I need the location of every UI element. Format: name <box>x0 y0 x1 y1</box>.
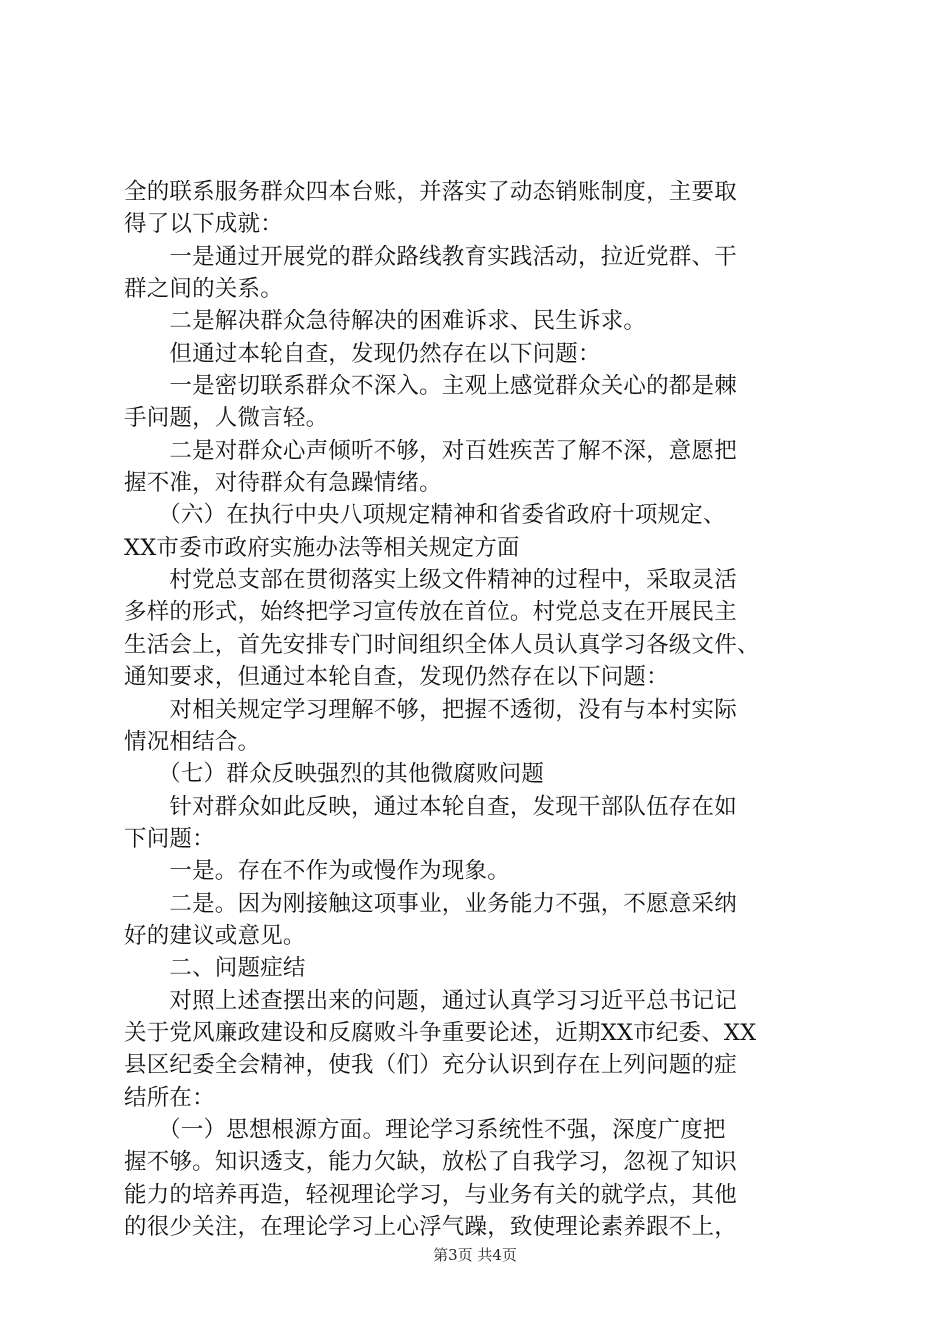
text-line: 的很少关注，在理论学习上心浮气躁，致使理论素养跟不上， <box>124 1214 737 1240</box>
text-line: 一是密切联系群众不深入。主观上感觉群众关心的都是棘 <box>124 373 737 400</box>
text-line: 通知要求，但通过本轮自查，发现仍然存在以下问题： <box>124 664 669 691</box>
section-heading-6-cont: XX市委市政府实施办法等相关规定方面 <box>124 534 520 561</box>
text-line: 一是通过开展党的群众路线教育实践活动，拉近党群、干 <box>124 243 737 270</box>
text-line: 针对群众如此反映，通过本轮自查，发现干部队伍存在如 <box>124 793 737 820</box>
text-line: 握不够。知识透支，能力欠缺，放松了自我学习，忽视了知识 <box>124 1149 737 1176</box>
text-line: 群之间的关系。 <box>124 276 283 303</box>
document-body <box>124 176 844 1243</box>
text-line: 对照上述查摆出来的问题，通过认真学习习近平总书记记 <box>124 987 737 1014</box>
text-line: 二是。因为刚接触这项事业，业务能力不强，不愿意采纳 <box>124 890 737 917</box>
text-line: 多样的形式，始终把学习宣传放在首位。村党总支在开展民主 <box>124 599 737 626</box>
section-heading-6: （六）在执行中央八项规定精神和省委省政府十项规定、 <box>124 502 726 529</box>
page-number-footer: 第3页 共4页 <box>433 1246 517 1264</box>
text-line: 握不准，对待群众有急躁情绪。 <box>124 470 442 497</box>
text-line: 县区纪委全会精神，使我（们）充分认识到存在上列问题的症 <box>124 1052 737 1079</box>
text-line: 结所在： <box>124 1084 215 1111</box>
section-heading-7: （七）群众反映强烈的其他微腐败问题 <box>124 761 545 788</box>
text-line: 能力的培养再造，轻视理论学习，与业务有关的就学点，其他 <box>124 1181 737 1208</box>
text-line: 二是解决群众急待解决的困难诉求、民生诉求。 <box>124 308 647 335</box>
text-line: 下问题： <box>124 825 215 852</box>
text-line: 一是。存在不作为或慢作为现象。 <box>124 858 510 885</box>
text-line: 但通过本轮自查，发现仍然存在以下问题： <box>124 340 601 367</box>
text-line: 手问题，人微言轻。 <box>124 405 329 432</box>
text-line: 好的建议或意见。 <box>124 922 306 949</box>
text-line: 情况相结合。 <box>124 728 261 755</box>
text-line: （一）思想根源方面。理论学习系统性不强，深度广度把 <box>124 1116 726 1143</box>
section-heading-2: 二、问题症结 <box>124 955 306 982</box>
text-line: 得了以下成就： <box>124 211 283 238</box>
text-line: 二是对群众心声倾听不够，对百姓疾苦了解不深，意愿把 <box>124 437 737 464</box>
text-line: 关于党风廉政建设和反腐败斗争重要论述，近期XX市纪委、XX <box>124 1019 757 1046</box>
text-line: 村党总支部在贯彻落实上级文件精神的过程中，采取灵活 <box>124 567 737 594</box>
text-line: 全的联系服务群众四本台账，并落实了动态销账制度，主要取 <box>124 179 737 205</box>
text-line: 生活会上，首先安排专门时间组织全体人员认真学习各级文件、 <box>124 631 760 658</box>
text-line: 对相关规定学习理解不够，把握不透彻，没有与本村实际 <box>124 696 737 723</box>
